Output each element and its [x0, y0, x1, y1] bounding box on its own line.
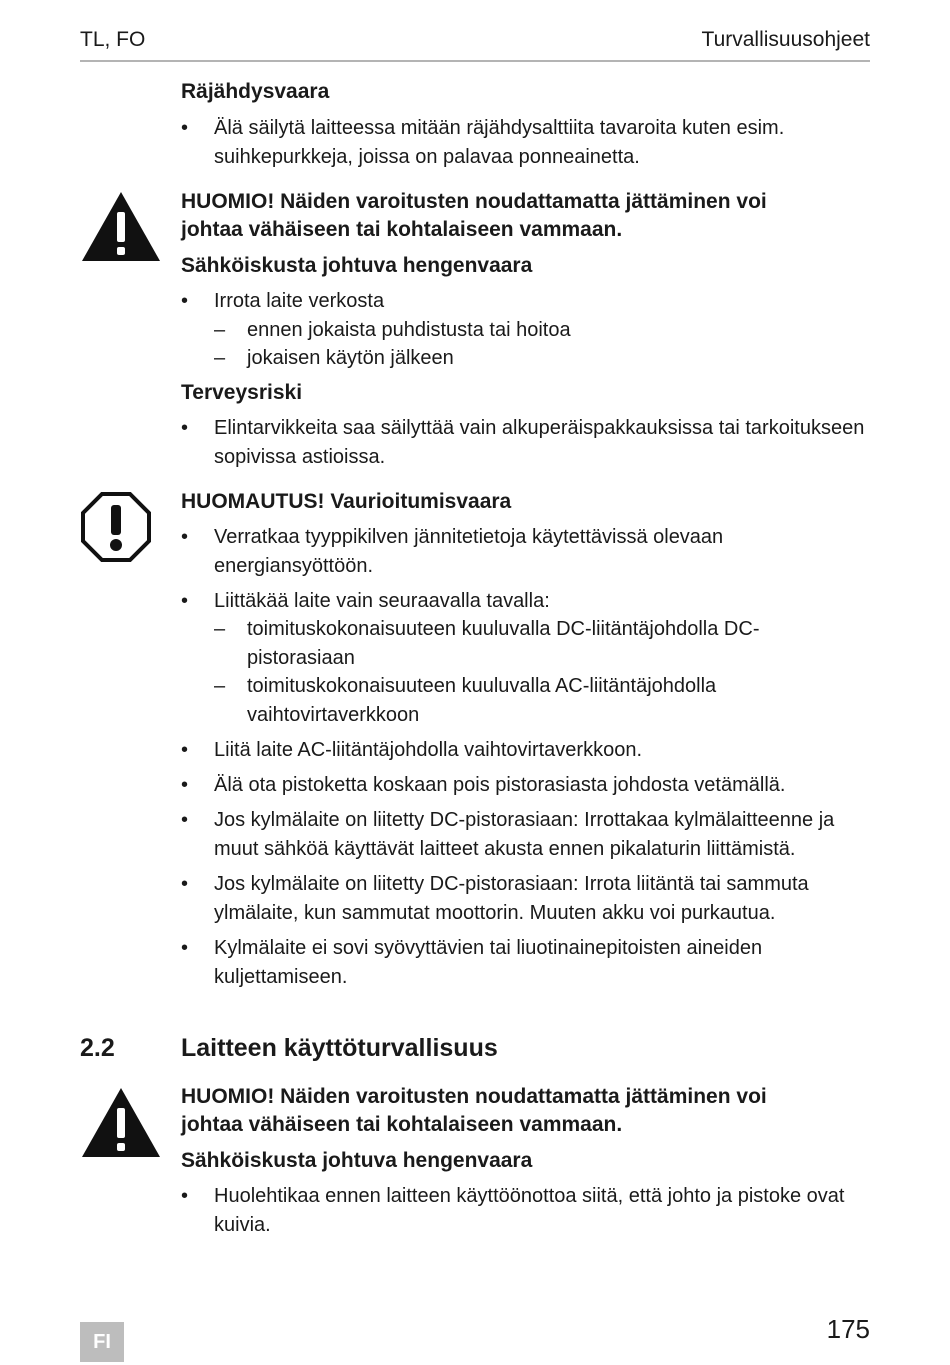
sub-item-text: toimituskokonaisuuteen kuuluvalla DC-liitäntäjohdolla DC-pistorasiaan [247, 618, 760, 669]
bullet-marker: • [181, 1185, 189, 1207]
caution-line-1: HUOMIO! Näiden varoitusten noudattamatta jättäminen voi [181, 1085, 767, 1108]
bullet-text: Liittäkää laite vain seuraavalla tavalla: [214, 590, 550, 612]
bullet-marker: • [181, 590, 189, 612]
caution-line-1: HUOMIO! Näiden varoitusten noudattamatta jättäminen voi [181, 190, 767, 213]
section-number: 2.2 [80, 1034, 115, 1062]
language-badge: FI [80, 1322, 124, 1362]
electric-shock-heading: Sähköiskusta johtuva hengenvaara [181, 254, 533, 277]
bullet-text: Kylmälaite ei sovi syövyttävien tai liuotinainepitoisten aineiden kuljettamiseen. [214, 937, 763, 988]
bullet-text: Irrota laite verkosta [214, 290, 385, 312]
bullet-text: Älä ota pistoketta koskaan pois pistorasiasta johdosta vetämällä. [214, 774, 786, 796]
list-item [181, 114, 871, 171]
caution-line-2: johtaa vähäiseen tai kohtalaiseen vammaan. [181, 218, 623, 241]
list-item [181, 587, 871, 616]
header-model: TL, FO [80, 28, 146, 51]
bullet-text: Jos kylmälaite on liitetty DC-pistorasiaan: Irrota liitäntä tai sammuta ylmälaite, kun sammutat moottorin. Muuten akku voi purkautua. [214, 873, 809, 924]
dash-marker: – [214, 675, 226, 697]
bullet-marker: • [181, 937, 189, 959]
list-item [181, 934, 871, 991]
list-item [181, 806, 871, 863]
list-item [181, 736, 871, 765]
sub-item-text: toimituskokonaisuuteen kuuluvalla AC-liitäntäjohdolla vaihtovirtaverkkoon [247, 675, 717, 726]
notice-octagon-icon [80, 491, 152, 563]
bullet-marker: • [181, 290, 189, 312]
list-item [181, 870, 871, 927]
list-item [181, 771, 871, 800]
sub-list-item [214, 672, 864, 729]
bullet-text: Verratkaa tyyppikilven jännitetietoja käytettävissä olevaan energiansyöttöön. [214, 526, 724, 577]
section-title: Laitteen käyttöturvallisuus [181, 1034, 498, 1062]
sub-item-text: jokaisen käytön jälkeen [247, 347, 454, 369]
bullet-marker: • [181, 526, 189, 548]
bullet-marker: • [181, 873, 189, 895]
dash-marker: – [214, 347, 226, 369]
bullet-text: Jos kylmälaite on liitetty DC-pistorasiaan: Irrottakaa kylmälaitteenne ja muut sähköä käyttävät laitteet akusta ennen pikalaturin liittämistä. [214, 809, 835, 860]
list-item [181, 287, 871, 316]
explosion-heading: Räjähdysvaara [181, 80, 330, 103]
sub-list-item [214, 344, 864, 373]
bullet-marker: • [181, 417, 189, 439]
sub-list-item [214, 316, 864, 345]
warning-triangle-icon [80, 190, 162, 263]
list-item [181, 523, 871, 580]
list-item [181, 414, 871, 471]
bullet-marker: • [181, 117, 189, 139]
caution-line-2: johtaa vähäiseen tai kohtalaiseen vammaan. [181, 1113, 623, 1136]
bullet-marker: • [181, 739, 189, 761]
electric-shock-heading: Sähköiskusta johtuva hengenvaara [181, 1149, 533, 1172]
page-number: 175 [826, 1314, 870, 1344]
warning-triangle-icon [80, 1086, 162, 1159]
dash-marker: – [214, 618, 226, 640]
bullet-marker: • [181, 774, 189, 796]
bullet-text: Älä säilytä laitteessa mitään räjähdysalttiita tavaroita kuten esim. suihkepurkkeja, joissa on palavaa ponneainetta. [214, 117, 785, 168]
list-item [181, 1182, 871, 1239]
bullet-text: Liitä laite AC-liitäntäjohdolla vaihtovirtaverkkoon. [214, 739, 643, 761]
bullet-text: Huolehtikaa ennen laitteen käyttöönottoa siitä, että johto ja pistoke ovat kuivia. [214, 1185, 845, 1236]
bullet-marker: • [181, 809, 189, 831]
bullet-text: Elintarvikkeita saa säilyttää vain alkuperäispakkauksissa tai tarkoitukseen sopivissa astioissa. [214, 417, 865, 468]
sub-item-text: ennen jokaista puhdistusta tai hoitoa [247, 319, 571, 341]
header-section-title: Turvallisuusohjeet [701, 28, 870, 51]
notice-heading: HUOMAUTUS! Vaurioitumisvaara [181, 490, 512, 513]
dash-marker: – [214, 319, 226, 341]
sub-list-item [214, 615, 864, 672]
page-header [80, 28, 870, 62]
health-risk-heading: Terveysriski [181, 381, 303, 404]
